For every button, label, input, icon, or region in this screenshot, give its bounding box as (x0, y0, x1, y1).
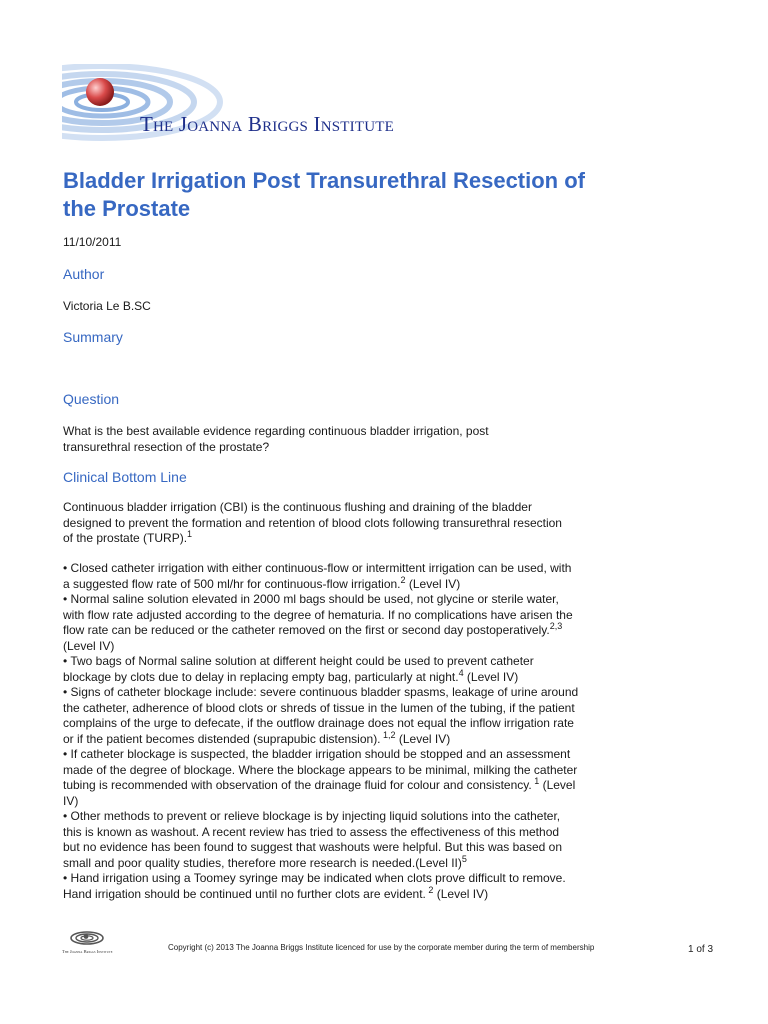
logo-text: The Joanna Briggs Institute (140, 112, 394, 136)
list-item: • Two bags of Normal saline solution at different height could be used to prevent catheter blockage by clots due to delay in replacing empty bag, particularly at night.$^4$ (Level IV) (63, 654, 534, 684)
copyright-notice: Copyright (c) 2013 The Joanna Briggs Institute licenced for use by the corporate member during the term of membership (168, 943, 595, 952)
list-item: • If catheter blockage is suspected, the bladder irrigation should be stopped and an assessment made of the degree of blockage. Where the blockage appears to be minimal, milking the catheter tubing is recommended with observation of the drainage fluid for colour and consistency. $^1$ (Level IV) (63, 747, 578, 808)
jbi-logo (62, 64, 442, 146)
cbl-intro (63, 500, 563, 547)
author-heading: Author (63, 266, 105, 282)
list-item: • Closed catheter irrigation with either continuous-flow or intermittent irrigation can be used, with a suggested flow rate of 500 ml/hr for continuous-flow irrigation.$^2$ (Level IV) (63, 561, 572, 591)
cbl-intro-text: Continuous bladder irrigation (CBI) is the continuous flushing and draining of the bladder designed to prevent the formation and retention of blood clots following transurethral resection of the prostate (TURP). (63, 500, 562, 545)
question-heading: Question (63, 391, 120, 407)
reference-marker: 1,2 (380, 729, 396, 740)
footer-logo-icon (62, 930, 112, 950)
reference-marker: 5 (461, 853, 467, 864)
reference-marker: 1 (187, 529, 193, 539)
clinical-bottom-line-heading: Clinical Bottom Line (63, 469, 187, 485)
reference-marker: 2,3 (549, 621, 563, 631)
reference-marker: 1 (531, 776, 540, 786)
page-title: Bladder Irrigation Post Transurethral Resection of the Prostate (63, 168, 585, 221)
summary-heading: Summary (63, 329, 123, 345)
question-text: What is the best available evidence regarding continuous bladder irrigation, post transurethral resection of the prostate? (63, 424, 489, 454)
footer-logo-text: The Joanna Briggs Institute (62, 949, 113, 954)
bullet-list (63, 561, 579, 902)
reference-marker: 2 (425, 884, 434, 895)
reference-marker: 2 (400, 574, 406, 585)
reference-marker: 4 (458, 667, 464, 678)
author-name: Victoria Le B.SC (63, 299, 151, 313)
sphere-icon (86, 78, 114, 106)
list-item: • Signs of catheter blockage include: severe continuous bladder spasms, leakage of urine around the catheter, adherence of blood clots or shreds of tissue in the lumen of the tubing, if the patient complains of the urge to defecate, if the outflow drainage does not equal the inflow irrigation rate or if the patient becomes distended (suprapubic distension). $^{1,2}$ (Level IV) (63, 685, 579, 746)
list-item: • Other methods to prevent or relieve blockage is by injecting liquid solutions into the catheter, this is known as washout. A recent review has tried to assess the effectiveness of this method but no evidence has been found to suggest that washouts were helpful. But this was based on small and poor quality studies, therefore more research is needed.(Level II)$^5$ (63, 809, 563, 870)
list-item: • Normal saline solution elevated in 2000 ml bags should be used, not glycine or sterile water, with flow rate adjusted according to the degree of hematuria. If no complications have arisen the flow rate can be reduced or the catheter removed on the first or second day postoperatively.$^{2,3}$ (Level IV) (63, 592, 573, 653)
page-number: 1 of 3 (688, 944, 714, 955)
list-item: • Hand irrigation using a Toomey syringe may be indicated when clots prove difficult to remove. Hand irrigation should be continued until no further clots are evident. $^2$ (Level IV) (63, 871, 566, 901)
publication-date: 11/10/2011 (63, 235, 122, 249)
